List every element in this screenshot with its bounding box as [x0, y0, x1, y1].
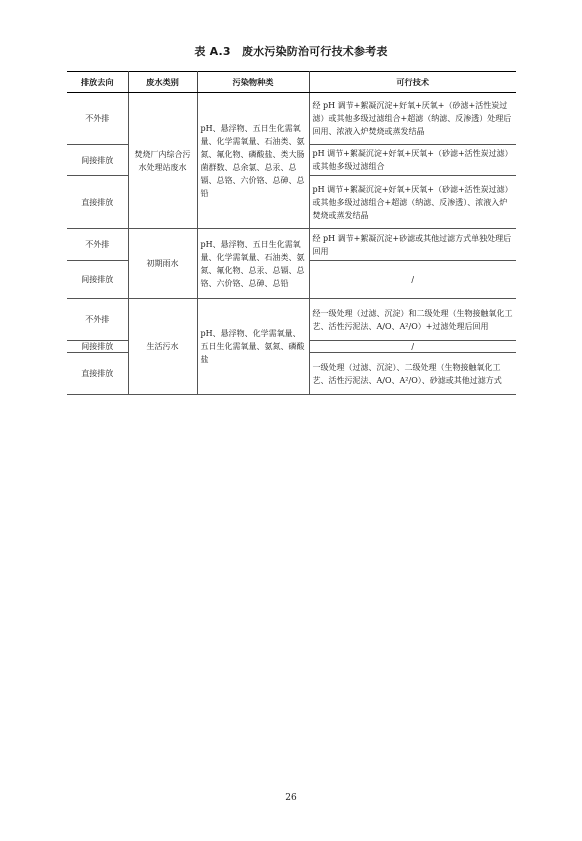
- header-feasible-technology: 可行技术: [309, 72, 516, 93]
- discharge-destination-cell: 不外排: [67, 229, 128, 261]
- pollutant-types-cell: pH、悬浮物、五日生化需氧量、化学需氧量、石油类、氨氮、氟化物、磷酸盐、类大肠菌群数、总余氯、总汞、总镉、总铬、六价铬、总砷、总铅: [197, 93, 309, 229]
- header-pollutant-types: 污染物种类: [197, 72, 309, 93]
- discharge-destination-cell: 间接排放: [67, 341, 128, 353]
- discharge-destination-cell: 不外排: [67, 93, 128, 145]
- wastewater-type-cell: 生活污水: [128, 299, 197, 395]
- feasible-technology-cell: 经一级处理（过滤、沉淀）和二级处理（生物接触氧化工艺、活性污泥法、A/O、A²/O）+过滤处理后回用: [309, 299, 516, 341]
- table-row: [67, 299, 516, 341]
- wastewater-type-cell: 焚烧厂内综合污水处理站废水: [128, 93, 197, 229]
- pollutant-types-cell: pH、悬浮物、化学需氧量、五日生化需氧量、氨氮、磷酸盐: [197, 299, 309, 395]
- table-row: [67, 93, 516, 145]
- feasible-technology-cell: 经 pH 调节+絮凝沉淀+砂滤或其他过滤方式单独处理后回用: [309, 229, 516, 261]
- discharge-destination-cell: 间接排放: [67, 261, 128, 299]
- feasible-technology-cell: /: [309, 261, 516, 299]
- discharge-destination-cell: 直接排放: [67, 353, 128, 395]
- header-discharge-destination: 排放去向: [67, 72, 128, 93]
- feasible-technology-cell: /: [309, 341, 516, 353]
- discharge-destination-cell: 直接排放: [67, 176, 128, 229]
- discharge-destination-cell: 间接排放: [67, 145, 128, 176]
- feasible-technology-cell: 经 pH 调节+絮凝沉淀+好氧+厌氧+（砂滤+活性炭过滤）或其他多级过滤组合+超滤（纳滤、反渗透）处理后回用、浓液入炉焚烧或蒸发结晶: [309, 93, 516, 145]
- page-number: 26: [285, 793, 297, 803]
- pollutant-types-cell: pH、悬浮物、五日生化需氧量、化学需氧量、石油类、氨氮、氟化物、总汞、总镉、总铬、六价铬、总砷、总铅: [197, 229, 309, 299]
- wastewater-type-cell: 初期雨水: [128, 229, 197, 299]
- feasible-technology-cell: pH 调节+絮凝沉淀+好氧+厌氧+（砂滤+活性炭过滤）或其他多级过滤组合: [309, 145, 516, 176]
- table-row: [67, 229, 516, 261]
- table-title: 表 A.3 废水污染防治可行技术参考表: [194, 45, 388, 58]
- feasible-technology-table: [67, 71, 516, 395]
- discharge-destination-cell: 不外排: [67, 299, 128, 341]
- feasible-technology-cell: 一级处理（过滤、沉淀）、二级处理（生物接触氧化工艺、活性污泥法、A/O、A²/O）、砂滤或其他过滤方式: [309, 353, 516, 395]
- table-header-row: [67, 72, 516, 93]
- header-wastewater-type: 废水类别: [128, 72, 197, 93]
- feasible-technology-cell: pH 调节+絮凝沉淀+好氧+厌氧+（砂滤+活性炭过滤）或其他多级过滤组合+超滤（纳滤、反渗透）、浓液入炉焚烧或蒸发结晶: [309, 176, 516, 229]
